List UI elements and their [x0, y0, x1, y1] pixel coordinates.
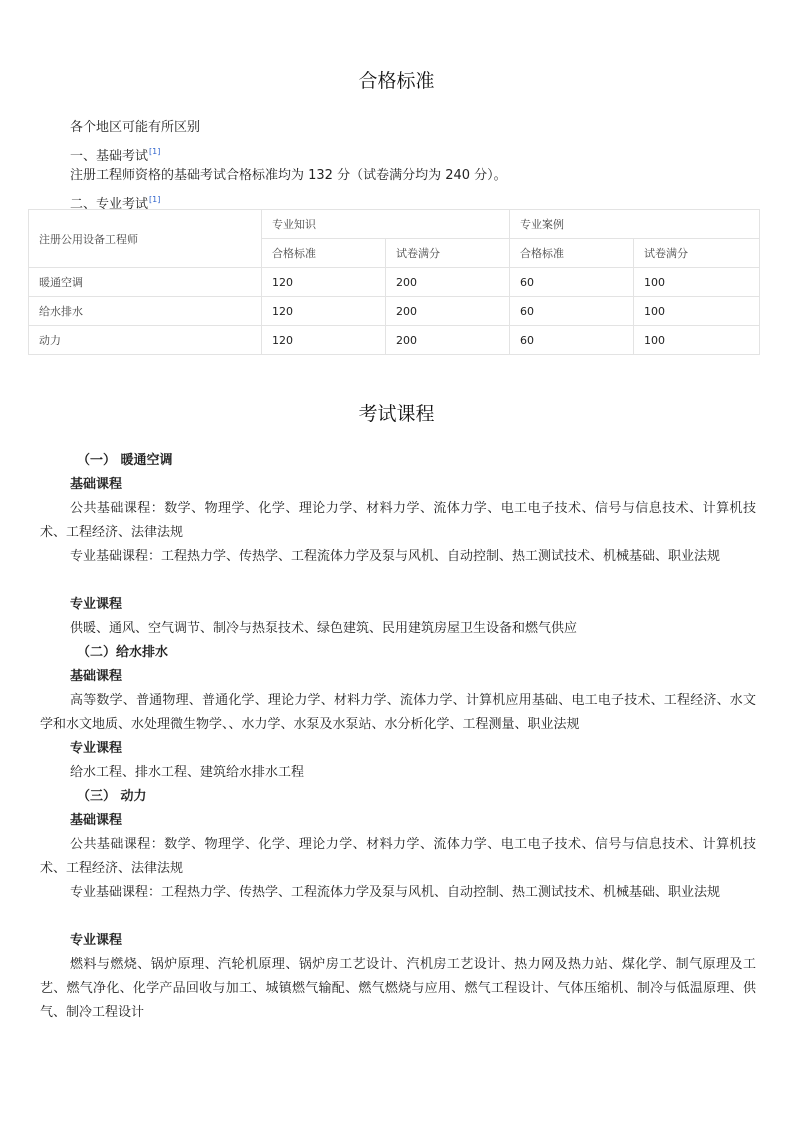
- row-label: 动力: [29, 326, 262, 355]
- water-basic-courses: 高等数学、普通物理、普通化学、理论力学、材料力学、流体力学、计算机应用基础、电工电子技术、工程经济、水文学和水文地质、水处理微生物学、、水力学、水泵及水泵站、水分析化学、工程测量、职业法规: [40, 693, 756, 732]
- table-cell: 200: [386, 297, 510, 326]
- table-header-row: [29, 210, 760, 239]
- table-row: [29, 326, 760, 355]
- table-row: [29, 297, 760, 326]
- standards-title: 合格标准: [358, 70, 435, 92]
- hvac-basic-label: 基础课程: [70, 477, 123, 492]
- hvac-professional-basic-courses: 专业基础课程：工程热力学、传热学、工程流体力学及泵与风机、自动控制、热工测试技术、机械基础、职业法规: [70, 549, 721, 564]
- power-public-basic-courses: 公共基础课程：数学、物理学、化学、理论力学、材料力学、流体力学、电工电子技术、信号与信息技术、计算机技术、工程经济、法律法规: [40, 837, 756, 876]
- power-professional-label: 专业课程: [70, 933, 123, 948]
- group-header-knowledge: 专业知识: [262, 210, 510, 239]
- power-professional-courses: 燃料与燃烧、锅炉原理、汽轮机原理、锅炉房工艺设计、汽机房工艺设计、热力网及热力站、煤化学、制气原理及工艺、燃气净化、化学产品回收与加工、城镇燃气输配、燃气燃烧与应用、燃气工程设计、气体压缩机、制冷与低温原理、供气、制冷工程设计: [40, 957, 756, 1020]
- table-cell: 60: [510, 326, 634, 355]
- subheader-cell: 试卷满分: [634, 239, 760, 268]
- table-cell: 120: [262, 326, 386, 355]
- subheader-cell: 合格标准: [510, 239, 634, 268]
- table-cell: 100: [634, 326, 760, 355]
- water-heading: （二）给水排水: [77, 645, 169, 660]
- hvac-public-basic-courses: 公共基础课程：数学、物理学、化学、理论力学、材料力学、流体力学、电工电子技术、信号与信息技术、计算机技术、工程经济、法律法规: [40, 501, 756, 540]
- hvac-professional-courses: 供暖、通风、空气调节、制冷与热泵技术、绿色建筑、民用建筑房屋卫生设备和燃气供应: [70, 621, 578, 636]
- citation-link[interactable]: [1]: [149, 147, 161, 156]
- table-cell: 200: [386, 326, 510, 355]
- subheader-cell: 合格标准: [262, 239, 386, 268]
- hvac-professional-label: 专业课程: [70, 597, 123, 612]
- table-row: [29, 268, 760, 297]
- professional-exam-heading-text: 二、专业考试: [70, 197, 149, 212]
- region-note: 各个地区可能有所区别: [70, 120, 201, 135]
- group-header-case: 专业案例: [510, 210, 760, 239]
- basic-exam-heading-text: 一、基础考试: [70, 149, 149, 164]
- water-basic-label: 基础课程: [70, 669, 123, 684]
- citation-link[interactable]: [1]: [149, 195, 161, 204]
- power-heading: （三） 动力: [77, 789, 147, 804]
- table-cell: 100: [634, 268, 760, 297]
- courses-title: 考试课程: [358, 403, 435, 425]
- water-professional-courses: 给水工程、排水工程、建筑给水排水工程: [70, 765, 305, 780]
- table-cell: 120: [262, 268, 386, 297]
- power-basic-label: 基础课程: [70, 813, 123, 828]
- table-corner-cell: 注册公用设备工程师: [29, 210, 262, 268]
- table-cell: 120: [262, 297, 386, 326]
- power-professional-basic-courses: 专业基础课程：工程热力学、传热学、工程流体力学及泵与风机、自动控制、热工测试技术、机械基础、职业法规: [70, 885, 721, 900]
- row-label: 暖通空调: [29, 268, 262, 297]
- table-cell: 200: [386, 268, 510, 297]
- basic-exam-standard: 注册工程师资格的基础考试合格标准均为 132 分（试卷满分均为 240 分）。: [70, 168, 507, 183]
- water-professional-label: 专业课程: [70, 741, 123, 756]
- hvac-heading: （一） 暖通空调: [77, 453, 173, 468]
- table-cell: 100: [634, 297, 760, 326]
- table-cell: 60: [510, 297, 634, 326]
- row-label: 给水排水: [29, 297, 262, 326]
- subheader-cell: 试卷满分: [386, 239, 510, 268]
- table-cell: 60: [510, 268, 634, 297]
- passing-score-table: [28, 209, 760, 355]
